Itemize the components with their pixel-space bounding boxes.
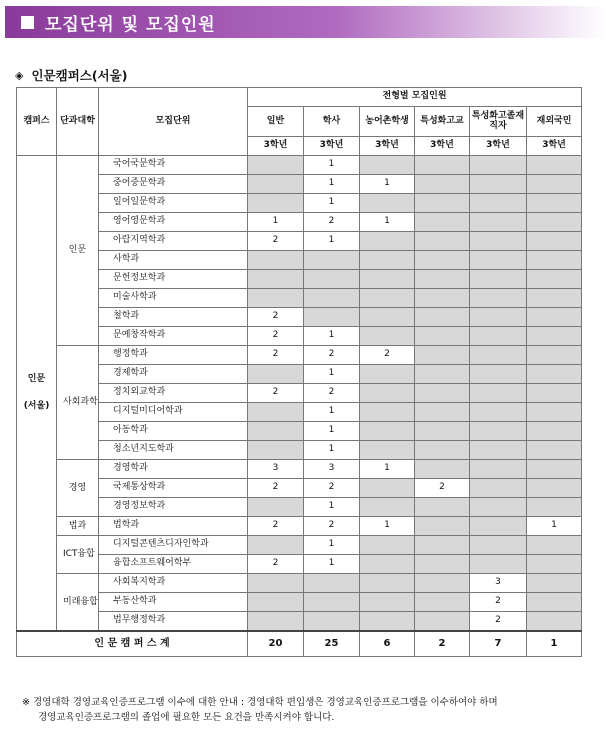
quota-cell bbox=[248, 270, 304, 289]
header-grade: 3학년 bbox=[527, 137, 582, 156]
quota-cell bbox=[527, 327, 582, 346]
quota-cell bbox=[360, 327, 415, 346]
campus-cell: 인문 (서울) bbox=[17, 156, 57, 632]
quota-cell: 2 bbox=[248, 517, 304, 536]
table-row bbox=[17, 460, 582, 479]
quota-cell bbox=[470, 365, 527, 384]
quota-cell bbox=[360, 593, 415, 612]
quota-cell bbox=[415, 194, 470, 213]
quota-cell: 2 bbox=[304, 213, 360, 232]
quota-cell bbox=[470, 384, 527, 403]
dept-cell: 디지털미디어학과 bbox=[99, 403, 248, 422]
quota-cell bbox=[304, 593, 360, 612]
quota-cell: 1 bbox=[527, 517, 582, 536]
total-cell: 25 bbox=[304, 631, 360, 657]
quota-cell: 1 bbox=[360, 460, 415, 479]
quota-cell: 2 bbox=[304, 479, 360, 498]
quota-cell bbox=[248, 612, 304, 632]
quota-cell bbox=[470, 251, 527, 270]
table-row bbox=[17, 555, 582, 574]
quota-cell bbox=[415, 327, 470, 346]
admission-table bbox=[16, 87, 582, 657]
quota-cell bbox=[304, 574, 360, 593]
quota-cell bbox=[360, 270, 415, 289]
dept-cell: 융합소프트웨어학부 bbox=[99, 555, 248, 574]
header-campus: 캠퍼스 bbox=[17, 88, 57, 156]
quota-cell: 2 bbox=[248, 479, 304, 498]
note bbox=[22, 696, 602, 725]
header-type: 일반 bbox=[248, 107, 304, 137]
header-grade: 3학년 bbox=[470, 137, 527, 156]
quota-cell bbox=[360, 612, 415, 632]
quota-cell bbox=[415, 574, 470, 593]
quota-cell bbox=[360, 194, 415, 213]
quota-cell bbox=[527, 194, 582, 213]
quota-cell bbox=[360, 422, 415, 441]
quota-cell: 1 bbox=[360, 175, 415, 194]
dept-cell: 행정학과 bbox=[99, 346, 248, 365]
quota-cell bbox=[360, 536, 415, 555]
dept-cell: 사회복지학과 bbox=[99, 574, 248, 593]
quota-cell bbox=[527, 213, 582, 232]
quota-cell bbox=[527, 156, 582, 175]
title-bar bbox=[5, 6, 605, 38]
table-row bbox=[17, 536, 582, 555]
quota-cell bbox=[360, 251, 415, 270]
college-cell: 미래융합 bbox=[57, 574, 99, 632]
quota-cell bbox=[415, 593, 470, 612]
quota-cell bbox=[470, 441, 527, 460]
quota-cell bbox=[415, 403, 470, 422]
quota-cell: 2 bbox=[304, 384, 360, 403]
quota-cell bbox=[470, 460, 527, 479]
quota-cell bbox=[527, 574, 582, 593]
quota-cell bbox=[470, 308, 527, 327]
quota-cell bbox=[527, 593, 582, 612]
table-row bbox=[17, 422, 582, 441]
quota-cell bbox=[360, 403, 415, 422]
total-cell: 1 bbox=[527, 631, 582, 657]
quota-cell bbox=[527, 555, 582, 574]
quota-cell bbox=[527, 384, 582, 403]
quota-cell bbox=[527, 251, 582, 270]
quota-cell: 2 bbox=[304, 346, 360, 365]
header-type: 특성화고졸재직자 bbox=[470, 107, 527, 137]
quota-cell bbox=[304, 308, 360, 327]
quota-cell bbox=[415, 365, 470, 384]
quota-cell bbox=[415, 308, 470, 327]
quota-cell: 2 bbox=[248, 232, 304, 251]
quota-cell bbox=[415, 346, 470, 365]
quota-cell bbox=[248, 194, 304, 213]
quota-cell: 2 bbox=[415, 479, 470, 498]
header-type: 농어촌학생 bbox=[360, 107, 415, 137]
quota-cell bbox=[470, 555, 527, 574]
total-label: 인 문 캠 퍼 스 계 bbox=[17, 631, 248, 657]
college-cell: 법과 bbox=[57, 517, 99, 536]
dept-cell: 사학과 bbox=[99, 251, 248, 270]
quota-cell bbox=[248, 175, 304, 194]
table-row bbox=[17, 251, 582, 270]
table-row bbox=[17, 232, 582, 251]
table-row bbox=[17, 517, 582, 536]
quota-cell bbox=[415, 175, 470, 194]
header-college: 단과대학 bbox=[57, 88, 99, 156]
note-line-1: ※ 경영대학 경영교육인증프로그램 이수에 대한 안내 : 경영대학 편입생은 경영교육인증프로그램을 이수하여야 하며 bbox=[22, 697, 498, 708]
quota-cell: 1 bbox=[304, 327, 360, 346]
dept-cell: 아랍지역학과 bbox=[99, 232, 248, 251]
total-cell: 7 bbox=[470, 631, 527, 657]
quota-cell bbox=[527, 612, 582, 632]
quota-cell bbox=[360, 289, 415, 308]
quota-cell bbox=[415, 555, 470, 574]
quota-cell bbox=[470, 498, 527, 517]
quota-cell bbox=[527, 479, 582, 498]
quota-cell bbox=[470, 517, 527, 536]
dept-cell: 철학과 bbox=[99, 308, 248, 327]
dept-cell: 법학과 bbox=[99, 517, 248, 536]
quota-cell bbox=[248, 365, 304, 384]
quota-cell: 3 bbox=[248, 460, 304, 479]
college-cell: ICT융합 bbox=[57, 536, 99, 574]
quota-cell bbox=[248, 403, 304, 422]
header-type: 특성화고교 bbox=[415, 107, 470, 137]
quota-cell bbox=[470, 156, 527, 175]
table-row bbox=[17, 384, 582, 403]
quota-cell: 2 bbox=[470, 612, 527, 632]
quota-cell bbox=[360, 384, 415, 403]
table-row bbox=[17, 479, 582, 498]
quota-cell: 2 bbox=[304, 517, 360, 536]
quota-cell bbox=[415, 441, 470, 460]
table-row bbox=[17, 308, 582, 327]
quota-cell bbox=[470, 479, 527, 498]
quota-cell bbox=[527, 270, 582, 289]
quota-cell: 2 bbox=[248, 555, 304, 574]
quota-cell bbox=[415, 536, 470, 555]
quota-cell bbox=[248, 422, 304, 441]
quota-cell: 1 bbox=[360, 213, 415, 232]
quota-cell bbox=[470, 327, 527, 346]
quota-cell: 1 bbox=[304, 194, 360, 213]
header-type: 학사 bbox=[304, 107, 360, 137]
quota-cell bbox=[248, 593, 304, 612]
dept-cell: 문예창작학과 bbox=[99, 327, 248, 346]
quota-cell bbox=[415, 232, 470, 251]
header-type: 재외국민 bbox=[527, 107, 582, 137]
quota-cell bbox=[527, 232, 582, 251]
college-cell: 인문 bbox=[57, 156, 99, 346]
quota-cell bbox=[304, 270, 360, 289]
quota-cell bbox=[304, 289, 360, 308]
quota-cell bbox=[248, 289, 304, 308]
dept-cell: 부동산학과 bbox=[99, 593, 248, 612]
table-row bbox=[17, 593, 582, 612]
quota-cell: 1 bbox=[304, 441, 360, 460]
quota-cell bbox=[527, 536, 582, 555]
dept-cell: 미술사학과 bbox=[99, 289, 248, 308]
quota-cell bbox=[360, 574, 415, 593]
table-body bbox=[17, 156, 582, 657]
quota-cell bbox=[527, 175, 582, 194]
quota-cell bbox=[415, 156, 470, 175]
dept-cell: 청소년지도학과 bbox=[99, 441, 248, 460]
quota-cell bbox=[248, 251, 304, 270]
quota-cell bbox=[415, 422, 470, 441]
quota-cell bbox=[415, 213, 470, 232]
quota-cell bbox=[470, 270, 527, 289]
quota-cell bbox=[527, 346, 582, 365]
quota-cell: 1 bbox=[304, 403, 360, 422]
quota-cell bbox=[470, 536, 527, 555]
header-grade: 3학년 bbox=[248, 137, 304, 156]
quota-cell bbox=[360, 498, 415, 517]
dept-cell: 영어영문학과 bbox=[99, 213, 248, 232]
dept-cell: 국제통상학과 bbox=[99, 479, 248, 498]
dept-cell: 중어중문학과 bbox=[99, 175, 248, 194]
section-heading bbox=[15, 66, 127, 84]
dept-cell: 일어일문학과 bbox=[99, 194, 248, 213]
quota-cell: 1 bbox=[304, 365, 360, 384]
dept-cell: 경영정보학과 bbox=[99, 498, 248, 517]
dept-cell: 경제학과 bbox=[99, 365, 248, 384]
total-cell: 6 bbox=[360, 631, 415, 657]
quota-cell bbox=[470, 194, 527, 213]
header-grade: 3학년 bbox=[304, 137, 360, 156]
header-unit: 모집단위 bbox=[99, 88, 248, 156]
quota-cell bbox=[470, 422, 527, 441]
total-cell: 2 bbox=[415, 631, 470, 657]
quota-cell bbox=[304, 612, 360, 632]
quota-cell: 1 bbox=[304, 498, 360, 517]
table-row bbox=[17, 498, 582, 517]
quota-cell: 1 bbox=[304, 536, 360, 555]
quota-cell bbox=[527, 441, 582, 460]
dept-cell: 문헌정보학과 bbox=[99, 270, 248, 289]
quota-cell bbox=[248, 441, 304, 460]
dept-cell: 정치외교학과 bbox=[99, 384, 248, 403]
header-grade: 3학년 bbox=[360, 137, 415, 156]
quota-cell bbox=[248, 156, 304, 175]
quota-cell: 2 bbox=[248, 308, 304, 327]
quota-cell: 2 bbox=[248, 346, 304, 365]
dept-cell: 디지털콘텐츠디자인학과 bbox=[99, 536, 248, 555]
square-bullet-icon bbox=[21, 16, 34, 29]
section-heading-text: 인문캠퍼스(서울) bbox=[31, 68, 128, 83]
quota-cell: 1 bbox=[304, 232, 360, 251]
quota-cell: 2 bbox=[470, 593, 527, 612]
table-row bbox=[17, 270, 582, 289]
quota-cell bbox=[360, 308, 415, 327]
total-cell: 20 bbox=[248, 631, 304, 657]
quota-cell: 2 bbox=[360, 346, 415, 365]
quota-cell bbox=[248, 574, 304, 593]
quota-cell bbox=[470, 403, 527, 422]
quota-cell bbox=[415, 289, 470, 308]
quota-cell bbox=[415, 612, 470, 632]
dept-cell: 국어국문학과 bbox=[99, 156, 248, 175]
quota-cell bbox=[360, 365, 415, 384]
quota-cell bbox=[415, 270, 470, 289]
table-row bbox=[17, 346, 582, 365]
table-row bbox=[17, 574, 582, 593]
quota-cell: 1 bbox=[360, 517, 415, 536]
table-row bbox=[17, 175, 582, 194]
quota-cell bbox=[527, 422, 582, 441]
quota-cell bbox=[527, 365, 582, 384]
table-row bbox=[17, 365, 582, 384]
quota-cell: 1 bbox=[304, 156, 360, 175]
quota-cell bbox=[360, 156, 415, 175]
quota-cell bbox=[360, 441, 415, 460]
table-row bbox=[17, 194, 582, 213]
quota-cell bbox=[248, 498, 304, 517]
total-row bbox=[17, 631, 582, 657]
page-title: 모집단위 및 모집인원 bbox=[45, 14, 216, 35]
quota-cell bbox=[527, 308, 582, 327]
quota-cell bbox=[415, 498, 470, 517]
table-row bbox=[17, 156, 582, 175]
college-cell: 사회과학 bbox=[57, 346, 99, 460]
dept-cell: 경영학과 bbox=[99, 460, 248, 479]
table-row bbox=[17, 612, 582, 632]
quota-cell: 1 bbox=[248, 213, 304, 232]
quota-cell bbox=[360, 232, 415, 251]
table-row bbox=[17, 327, 582, 346]
quota-cell: 3 bbox=[470, 574, 527, 593]
quota-cell bbox=[415, 517, 470, 536]
header-grade: 3학년 bbox=[415, 137, 470, 156]
dept-cell: 아동학과 bbox=[99, 422, 248, 441]
quota-cell bbox=[470, 213, 527, 232]
table-row bbox=[17, 403, 582, 422]
college-cell: 경영 bbox=[57, 460, 99, 517]
table-row bbox=[17, 213, 582, 232]
quota-cell: 3 bbox=[304, 460, 360, 479]
quota-cell bbox=[527, 460, 582, 479]
quota-cell bbox=[415, 251, 470, 270]
quota-cell bbox=[527, 289, 582, 308]
diamond-bullet-icon: ◈ bbox=[15, 68, 24, 82]
quota-cell bbox=[415, 384, 470, 403]
table-row bbox=[17, 289, 582, 308]
quota-cell: 1 bbox=[304, 175, 360, 194]
header-admission-type: 전형별 모집인원 bbox=[248, 88, 582, 107]
quota-cell bbox=[470, 346, 527, 365]
quota-cell: 1 bbox=[304, 422, 360, 441]
note-line-2: 경영교육인증프로그램의 졸업에 필요한 모든 요건을 만족시켜야 합니다. bbox=[38, 711, 335, 723]
quota-cell bbox=[470, 175, 527, 194]
quota-cell bbox=[470, 289, 527, 308]
quota-cell bbox=[360, 479, 415, 498]
quota-cell bbox=[248, 536, 304, 555]
quota-cell bbox=[360, 555, 415, 574]
quota-cell bbox=[304, 251, 360, 270]
table-row bbox=[17, 441, 582, 460]
quota-cell bbox=[415, 460, 470, 479]
quota-cell: 1 bbox=[304, 555, 360, 574]
dept-cell: 법무행정학과 bbox=[99, 612, 248, 632]
quota-cell bbox=[470, 232, 527, 251]
quota-cell bbox=[527, 403, 582, 422]
quota-cell: 2 bbox=[248, 327, 304, 346]
quota-cell: 2 bbox=[248, 384, 304, 403]
quota-cell bbox=[527, 498, 582, 517]
